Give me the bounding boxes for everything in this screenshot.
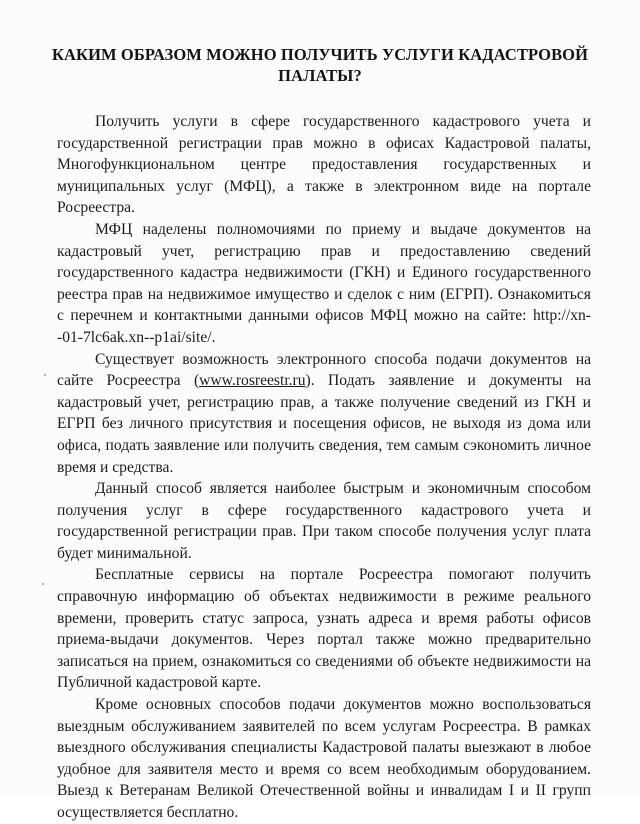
paragraph-electronic-submission: [57, 349, 591, 479]
paragraph-free-services: Бесплатные сервисы на портале Росреестра помогают получить справочную информацию об объектах недвижимости в режиме реального времени, проверить статус запроса, узнать адреса и время работы офисов приема-выдачи документов. Через портал также можно предварительно записаться на прием, ознакомиться со сведениями об объекте недвижимости на Публичной кадастровой карте.: [57, 566, 591, 692]
paragraph-field-service: Кроме основных способов подачи документов можно воспользоваться выездным обслуживанием заявителей по всем услугам Росреестра. В рамках выездного обслуживания специалисты Кадастровой палаты выезжают в любое удобное для заявителя место и время со всем необходимым оборудованием. Выезд к Ветеранам Великой Отечественной войны и инвалидам I и II групп осуществляется бесплатно.: [57, 696, 591, 821]
paragraph-fastest-method: Данный способ является наиболее быстрым и экономичным способом получения услуг в сфере государственного кадастрового учета и государственной регистрации прав. При таком способе получения услуг плата будет минимальной.: [57, 480, 591, 562]
electronic-submission-text-before: Существует возможность электронного способа подачи документов на сайте Росреестра (: [57, 350, 591, 390]
paragraph-services-overview: Получить услуги в сфере государственного кадастрового учета и государственной регистрации прав можно в офисах Кадастровой палаты, Многофункциональном центре предоставления государственных и муниципальных услуг (МФЦ), а также в электронном виде на портале Росреестра.: [57, 113, 591, 217]
electronic-submission-text-after: ). Подать заявление и документы на кадастровый учет, регистрацию прав, а также получение сведений из ГКН и ЕГРП без личного присутствия и посещения офисов, не выходя из дома или офиса, подать заявление или получить сведения, тем самым сэкономить личное время и средства.: [57, 372, 592, 476]
paragraph-mfc-authority: МФЦ наделены полномочиями по приему и выдаче документов на кадастровый учет, регистрацию прав и предоставлению сведений государственного кадастра недвижимости (ГКН) и Единого государственного реестра прав на недвижимое имущество и сделок с ним (ЕГРП). Ознакомиться с перечнем и контактными данными офисов МФЦ можно на сайте: http://xn--01-7lc6ak.xn--p1ai/site/.: [57, 220, 591, 346]
rosreestr-link[interactable]: www.rosreestr.ru: [199, 372, 306, 390]
scan-speck: [42, 583, 44, 585]
scan-speck: [44, 374, 46, 376]
document-body: [57, 111, 591, 824]
document-title: КАКИМ ОБРАЗОМ МОЖНО ПОЛУЧИТЬ УСЛУГИ КАДАСТРОВОЙ ПАЛАТЫ?: [51, 45, 589, 85]
